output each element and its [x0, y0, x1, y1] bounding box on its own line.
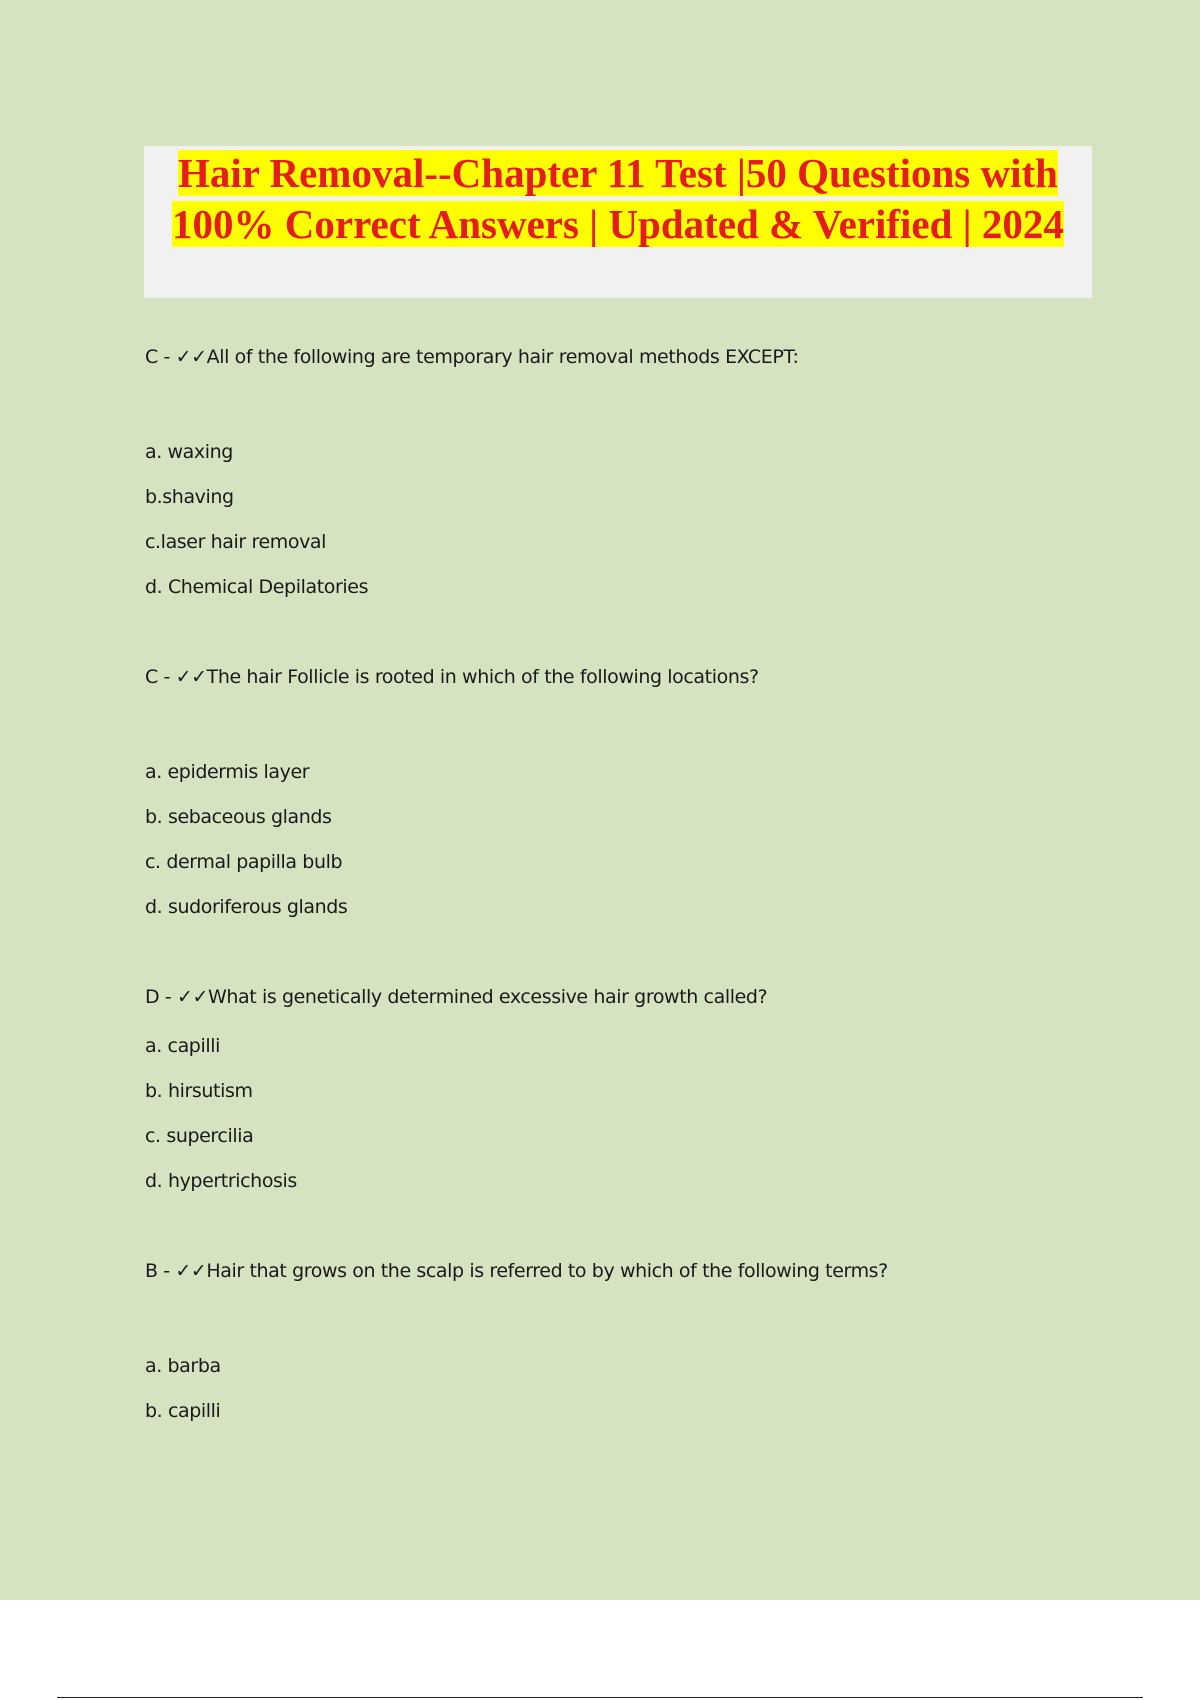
question-text: D - ✓✓What is genetically determined excessive hair growth called? [145, 986, 768, 1008]
answer-option: a. waxing [145, 441, 233, 463]
title-banner [144, 146, 1092, 298]
question-list [145, 340, 1085, 1434]
answer-option: c. dermal papilla bulb [145, 851, 343, 873]
answer-option: d. hypertrichosis [145, 1170, 297, 1192]
answer-option: a. epidermis layer [145, 761, 310, 783]
answer-option: b. sebaceous glands [145, 806, 332, 828]
answer-option: b. capilli [145, 1400, 221, 1422]
footer-divider [57, 1697, 1143, 1698]
answer-option: a. capilli [145, 1035, 220, 1057]
document-title: Hair Removal--Chapter 11 Test |50 Questions with 100% Correct Answers | Updated & Verified | 2024 [172, 150, 1064, 247]
answer-option: c.laser hair removal [145, 531, 327, 553]
answer-option: d. sudoriferous glands [145, 896, 348, 918]
answer-option: a. barba [145, 1355, 221, 1377]
question-text: C - ✓✓The hair Follicle is rooted in which of the following locations? [145, 666, 759, 688]
answer-option: b.shaving [145, 486, 234, 508]
answer-option: d. Chemical Depilatories [145, 576, 369, 598]
question-text: C - ✓✓All of the following are temporary hair removal methods EXCEPT: [145, 346, 799, 368]
question-block [145, 660, 1085, 930]
question-block [145, 1254, 1085, 1434]
question-text: B - ✓✓Hair that grows on the scalp is referred to by which of the following terms? [145, 1260, 888, 1282]
answer-option: b. hirsutism [145, 1080, 253, 1102]
question-block [145, 340, 1085, 610]
answer-option: c. supercilia [145, 1125, 254, 1147]
question-block [145, 980, 1085, 1204]
